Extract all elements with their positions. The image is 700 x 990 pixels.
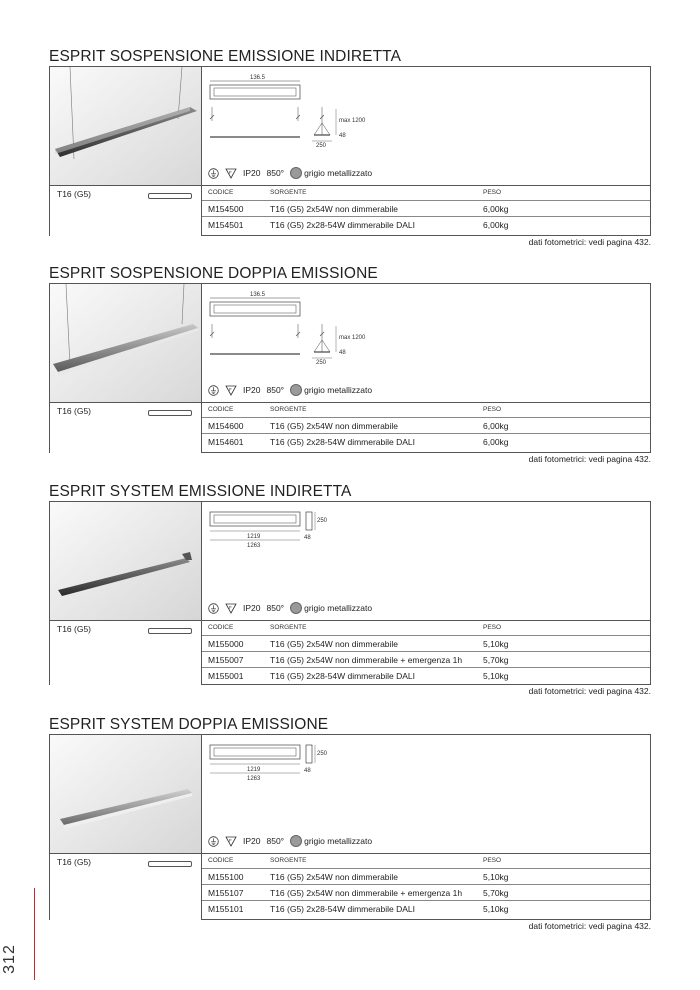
table-row: M154601 T16 (G5) 2x28-54W dimmerabile DALI 6,00kg <box>208 437 509 447</box>
photometric-note: dati fotometrici: vedi pagina 432. <box>528 686 651 696</box>
table-row: M155007 T16 (G5) 2x54W non dimmerabile + emergenza 1h 5,70kg <box>202 652 650 668</box>
table-header: CODICE SORGENTE PESO <box>202 621 650 636</box>
ground-icon <box>208 385 219 396</box>
svg-text:F: F <box>229 386 232 392</box>
glow-wire-temp: 850° <box>266 603 285 613</box>
tube-icon <box>148 628 192 634</box>
lamp-type-label: T16 (G5) <box>57 189 92 199</box>
finish-color-swatch <box>290 602 302 614</box>
dim-width: 250 <box>317 518 328 524</box>
section-title: ESPRIT SOSPENSIONE DOPPIA EMISSIONE <box>49 265 378 282</box>
product-photo <box>50 735 202 853</box>
finish-label: grigio metallizzato <box>304 385 373 395</box>
photometric-note: dati fotometrici: vedi pagina 432. <box>528 454 651 464</box>
dim-height-max: max 1200 <box>339 118 366 124</box>
product-properties <box>208 602 372 614</box>
product-box <box>49 66 651 236</box>
glow-wire-temp: 850° <box>266 385 285 395</box>
product-box <box>49 283 651 453</box>
product-box <box>49 734 651 920</box>
glow-wire-temp: 850° <box>266 836 285 846</box>
fire-rating-icon <box>225 385 237 396</box>
dim-section: 48 <box>339 133 346 139</box>
table-row: M155001 T16 (G5) 2x28-54W dimmerabile DALI 5,10kg <box>208 671 509 681</box>
product-photo <box>50 284 202 402</box>
lamp-photo-illustration <box>50 284 201 402</box>
product-properties <box>208 384 372 396</box>
lamp-type-cell <box>50 402 202 453</box>
dim-inner: 1219 <box>247 767 261 773</box>
dim-section: 48 <box>339 350 346 356</box>
lamp-type-label: T16 (G5) <box>57 857 92 867</box>
page-number <box>0 940 33 980</box>
ground-icon <box>208 603 219 614</box>
fire-rating-icon <box>225 603 237 614</box>
section-title: ESPRIT SYSTEM DOPPIA EMISSIONE <box>49 716 329 733</box>
lamp-type-cell <box>50 620 202 685</box>
photometric-note: dati fotometrici: vedi pagina 432. <box>528 237 651 247</box>
tube-icon <box>148 861 192 867</box>
svg-text:F: F <box>229 169 232 175</box>
product-table <box>202 853 650 916</box>
dim-inner: 1219 <box>247 534 261 540</box>
dim-width: 250 <box>317 751 328 757</box>
ip-rating: IP20 <box>243 836 261 846</box>
finish-color-swatch <box>290 384 302 396</box>
product-table <box>202 620 650 683</box>
lamp-photo-illustration <box>50 735 201 853</box>
product-properties <box>208 835 372 847</box>
dim-outer: 1263 <box>247 776 261 782</box>
finish-color-swatch <box>290 167 302 179</box>
svg-text:F: F <box>229 604 232 610</box>
table-header: CODICE SORGENTE PESO <box>202 854 650 869</box>
finish-label: grigio metallizzato <box>304 168 373 178</box>
table-row: M154600 T16 (G5) 2x54W non dimmerabile 6,00kg <box>202 418 650 434</box>
table-row: M155100 T16 (G5) 2x54W non dimmerabile 5,10kg <box>202 869 650 885</box>
page-margin-bar <box>34 888 35 980</box>
section-title: ESPRIT SOSPENSIONE EMISSIONE INDIRETTA <box>49 48 402 65</box>
finish-color-swatch <box>290 835 302 847</box>
lamp-type-cell <box>50 185 202 236</box>
ground-icon <box>208 168 219 179</box>
ip-rating: IP20 <box>243 168 261 178</box>
page-number-text: 312 <box>0 944 18 974</box>
finish-label: grigio metallizzato <box>304 603 373 613</box>
table-header: CODICE SORGENTE PESO <box>202 403 650 418</box>
dim-length: 136.5 <box>250 75 266 81</box>
dim-outer: 1263 <box>247 543 261 549</box>
product-box <box>49 501 651 685</box>
product-photo <box>50 67 202 185</box>
fire-rating-icon <box>225 836 237 847</box>
product-properties <box>208 167 372 179</box>
finish-label: grigio metallizzato <box>304 836 373 846</box>
dim-section: 48 <box>304 535 311 541</box>
fire-rating-icon <box>225 168 237 179</box>
dim-length: 136.5 <box>250 292 266 298</box>
table-row: M154500 T16 (G5) 2x54W non dimmerabile 6,00kg <box>202 201 650 217</box>
lamp-type-cell <box>50 853 202 920</box>
dim-height-max: max 1200 <box>339 335 366 341</box>
table-row: M154501 T16 (G5) 2x28-54W dimmerabile DALI 6,00kg <box>208 220 509 230</box>
product-table <box>202 402 650 449</box>
table-header: CODICE SORGENTE PESO <box>202 186 650 201</box>
tube-icon <box>148 410 192 416</box>
tube-icon <box>148 193 192 199</box>
section-title: ESPRIT SYSTEM EMISSIONE INDIRETTA <box>49 483 352 500</box>
dim-width: 250 <box>316 360 327 366</box>
photometric-note: dati fotometrici: vedi pagina 432. <box>528 921 651 931</box>
lamp-type-label: T16 (G5) <box>57 406 92 416</box>
svg-text:F: F <box>229 837 232 843</box>
product-photo <box>50 502 202 620</box>
product-table <box>202 185 650 232</box>
glow-wire-temp: 850° <box>266 168 285 178</box>
lamp-photo-illustration <box>50 67 201 185</box>
ip-rating: IP20 <box>243 603 261 613</box>
lamp-photo-illustration <box>50 502 201 620</box>
ground-icon <box>208 836 219 847</box>
lamp-type-label: T16 (G5) <box>57 624 92 634</box>
dim-section: 48 <box>304 768 311 774</box>
ip-rating: IP20 <box>243 385 261 395</box>
dim-width: 250 <box>316 143 327 149</box>
table-row: M155101 T16 (G5) 2x28-54W dimmerabile DALI 5,10kg <box>208 904 509 914</box>
table-row: M155107 T16 (G5) 2x54W non dimmerabile + emergenza 1h 5,70kg <box>202 885 650 901</box>
table-row: M155000 T16 (G5) 2x54W non dimmerabile 5,10kg <box>202 636 650 652</box>
